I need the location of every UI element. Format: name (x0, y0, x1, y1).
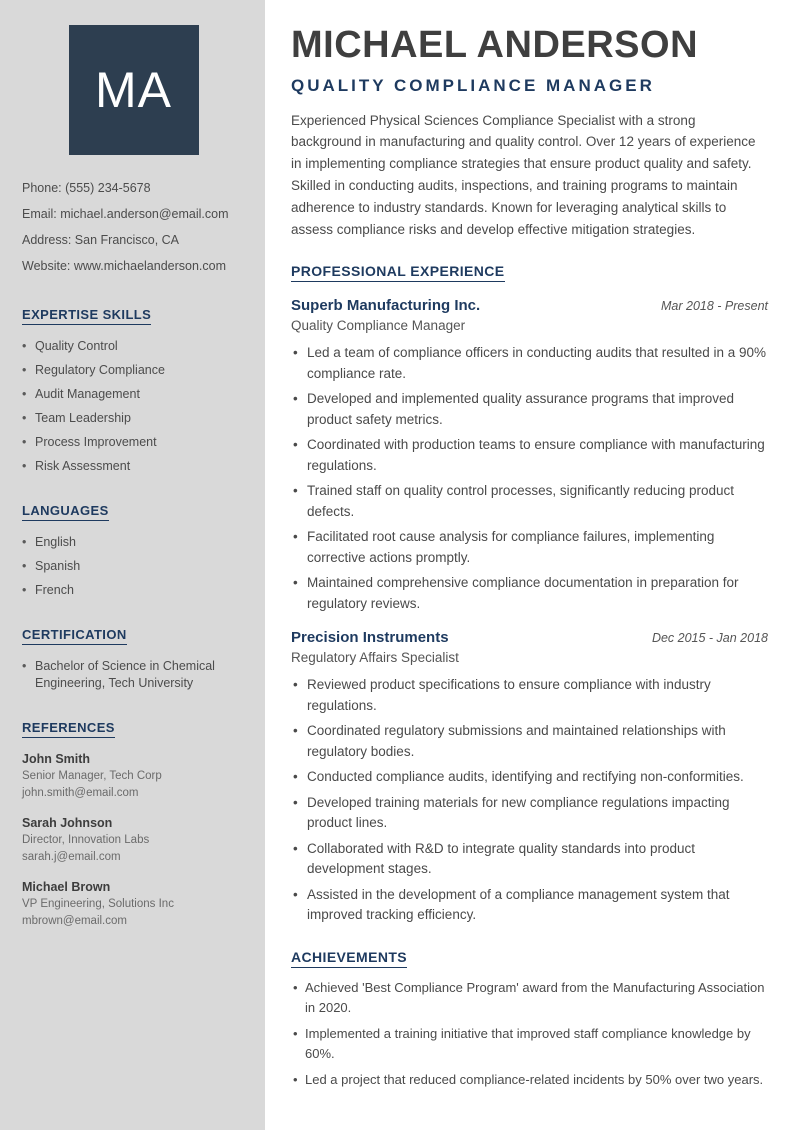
expertise-skills-heading: EXPERTISE SKILLS (22, 307, 245, 325)
job-dates: Mar 2018 - Present (661, 299, 768, 314)
language-item: • French (22, 582, 245, 599)
languages-list (22, 534, 245, 599)
achievement-item: • Achieved 'Best Compliance Program' award from the Manufacturing Association in 2020. (291, 978, 768, 1019)
reference-email: john.smith@email.com (22, 787, 139, 799)
reference-name: Michael Brown (22, 880, 111, 894)
reference-email: sarah.j@email.com (22, 851, 121, 863)
reference-name: Sarah Johnson (22, 816, 113, 830)
reference-entry (22, 751, 245, 802)
reference-name: John Smith (22, 752, 91, 766)
company-name: Precision Instruments (291, 629, 449, 647)
job-bullet-item: • Developed and implemented quality assurance programs that improved product safety metrics. (291, 389, 768, 430)
contact-item: Address: San Francisco, CA (22, 233, 180, 247)
job-bullet-item: • Led a team of compliance officers in conducting audits that resulted in a 90% compliance rate. (291, 343, 768, 384)
avatar (69, 25, 199, 155)
reference-email: mbrown@email.com (22, 915, 127, 927)
achievements-list (291, 978, 768, 1091)
skill-item: • Risk Assessment (22, 458, 245, 475)
sidebar (0, 0, 265, 1130)
page-title: MICHAEL ANDERSON (291, 24, 699, 66)
job-entry (291, 297, 768, 614)
achievement-item: • Implemented a training initiative that improved staff compliance knowledge by 60%. (291, 1024, 768, 1065)
company-name: Superb Manufacturing Inc. (291, 297, 481, 315)
languages-heading: LANGUAGES (22, 503, 245, 521)
job-bullet-item: • Maintained comprehensive compliance documentation in preparation for regulatory reviews. (291, 573, 768, 614)
skill-item: • Audit Management (22, 386, 245, 403)
achievements-heading: ACHIEVEMENTS (291, 949, 768, 968)
reference-entry (22, 815, 245, 866)
contact-item: Phone: (555) 234-5678 (22, 181, 151, 195)
job-bullet-item: • Coordinated regulatory submissions and maintained relationships with regulatory bodies. (291, 721, 768, 762)
contact-list (22, 175, 245, 279)
avatar-initials: MA (95, 62, 172, 118)
experience-section (291, 263, 768, 926)
job-role: Quality Compliance Manager (291, 318, 466, 334)
skill-item: • Quality Control (22, 338, 245, 355)
job-bullet-item: • Reviewed product specifications to ensure compliance with industry regulations. (291, 675, 768, 716)
job-bullet-item: • Assisted in the development of a compliance management system that improved tracking efficiency. (291, 885, 768, 926)
job-bullet-list (291, 675, 768, 926)
references-heading: REFERENCES (22, 720, 245, 738)
contact-item: Website: www.michaelanderson.com (22, 259, 227, 273)
references-list (22, 751, 245, 930)
job-bullet-item: • Conducted compliance audits, identifying and rectifying non-conformities. (291, 767, 768, 788)
achievement-item: • Led a project that reduced compliance-related incidents by 50% over two years. (291, 1070, 768, 1091)
reference-title: Director, Innovation Labs (22, 834, 150, 846)
skill-item: • Team Leadership (22, 410, 245, 427)
skill-item: • Regulatory Compliance (22, 362, 245, 379)
experience-heading: PROFESSIONAL EXPERIENCE (291, 263, 768, 282)
summary-paragraph: Experienced Physical Sciences Compliance Specialist with a strong background in manufacturing and quality control. Over 12 years of experience in implementing compliance strategies that ensure product quality and safety. Skilled in conducting audits, inspections, and training programs to maintain adherence to industry standards. Known for leveraging analytical skills to assess compliance risks and develop effective mitigation strategies. (291, 112, 756, 237)
job-bullet-item: • Coordinated with production teams to ensure compliance with manufacturing regulations. (291, 435, 768, 476)
reference-title: VP Engineering, Solutions Inc (22, 898, 174, 910)
job-bullet-item: • Developed training materials for new compliance regulations impacting product lines. (291, 793, 768, 834)
job-bullet-item: • Trained staff on quality control processes, significantly reducing product defects. (291, 481, 768, 522)
sidebar-section-certification (22, 627, 245, 692)
job-header (291, 297, 768, 314)
sidebar-section-references (22, 720, 245, 930)
job-bullet-item: • Facilitated root cause analysis for compliance failures, implementing corrective actions promptly. (291, 527, 768, 568)
main-content (265, 0, 800, 1130)
job-bullet-list (291, 343, 768, 614)
skill-item: • Process Improvement (22, 434, 245, 451)
reference-entry (22, 879, 245, 930)
job-entry (291, 629, 768, 926)
language-item: • Spanish (22, 558, 245, 575)
language-item: • English (22, 534, 245, 551)
job-dates: Dec 2015 - Jan 2018 (651, 631, 768, 646)
job-title-subheading: QUALITY COMPLIANCE MANAGER (291, 75, 655, 95)
reference-title: Senior Manager, Tech Corp (22, 770, 162, 782)
job-role: Regulatory Affairs Specialist (291, 650, 459, 666)
certification-heading: CERTIFICATION (22, 627, 245, 645)
achievements-section (291, 949, 768, 1091)
skills-list (22, 338, 245, 475)
certification-item: • Bachelor of Science in Chemical Engineering, Tech University (22, 658, 245, 692)
job-bullet-item: • Collaborated with R&D to integrate quality standards into product development stages. (291, 839, 768, 880)
certification-list (22, 658, 245, 692)
sidebar-section-languages (22, 503, 245, 599)
sidebar-section-expertise-skills (22, 307, 245, 475)
contact-item: Email: michael.anderson@email.com (22, 207, 229, 221)
job-header (291, 629, 768, 646)
